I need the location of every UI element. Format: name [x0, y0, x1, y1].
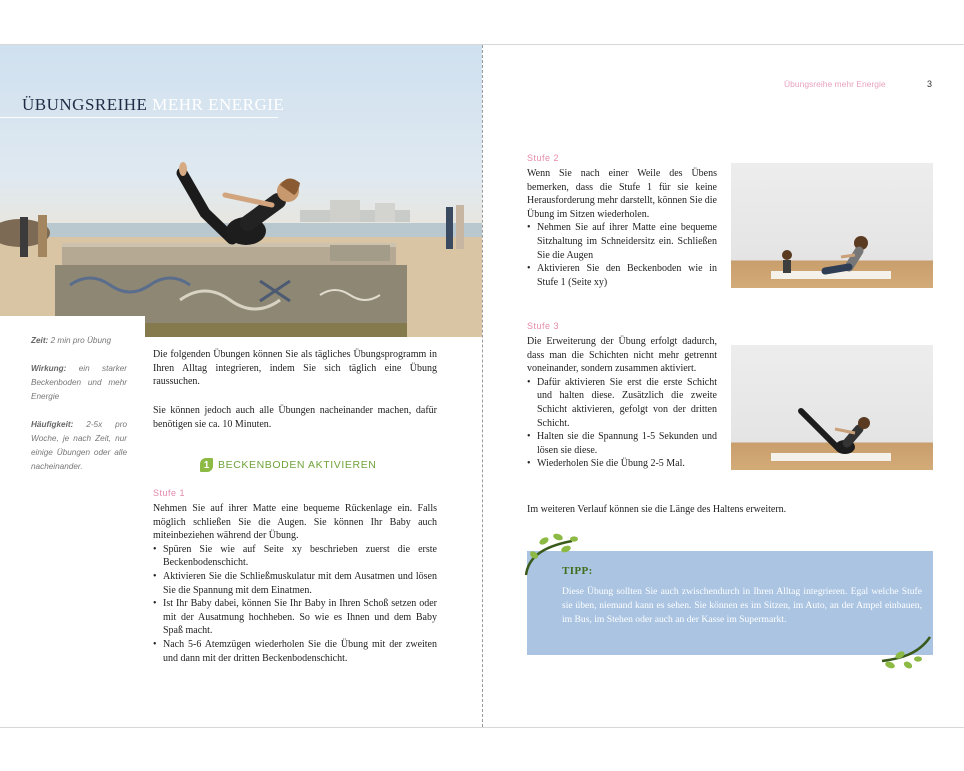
page-gutter: [482, 45, 483, 727]
stage-3-bullet: • Wiederholen Sie die Übung 2-5 Mal.: [527, 457, 717, 471]
series-title-highlight: MEHR ENERGIE: [152, 95, 285, 114]
closing-paragraph: Im weiteren Verlauf können sie die Länge des Haltens erweitern.: [527, 504, 787, 515]
intro-paragraph-1: Die folgenden Übungen können Sie als tägliches Übungsprogramm in Ihren Alltag integrieren, indem Sie sich täglich eine Übung raussuchen.: [153, 349, 437, 388]
vine-decoration-top-icon: [518, 531, 582, 581]
beach-scene-illustration: [0, 45, 482, 337]
photo-seated-with-baby: [731, 163, 933, 288]
stage-2-text: Wenn Sie nach einer Weile des Übens bemerken, dass die Stufe 1 für sie keine Herausforderung mehr darstellt, können Sie die Übung im Sitzen wiederholen.: [527, 168, 717, 220]
title-underline: [0, 117, 278, 118]
time-value: 2 min pro Übung: [50, 336, 112, 345]
stage-1-bullet: • Ist Ihr Baby dabei, können Sie Ihr Baby in Ihren Schoß setzen oder mit der Ausatmung hochheben. So wie es Ihnen und dem Baby Spaß macht.: [153, 597, 437, 638]
time-label: Zeit:: [31, 336, 49, 345]
tip-box: [527, 551, 933, 655]
book-spread: [0, 44, 964, 728]
stage-2-label: Stufe 2: [527, 153, 560, 163]
stage-3-bullet: • Dafür aktivieren Sie erst die erste Schicht und halten diese. Zusätzlich die zweite Schicht aktivieren, gefolgt von der dritten Schicht.: [527, 376, 717, 430]
page-number: 3: [927, 79, 933, 89]
section-heading: [200, 456, 377, 474]
frequency-value: 2-5x pro Woche, je nach Zeit, nur einige Übungen oder alle nacheinander.: [31, 420, 127, 471]
tip-text: Diese Übung sollten Sie auch zwischendurch in Ihren Alltag integrieren. Egal welche Stufe sie üben, niemand kann es sehen. Sie können es im Sitzen, im Auto, an der Ampel einbauen, im Bus, im Stehen oder auch an der Kasse im Supermarkt.: [562, 586, 922, 625]
stage-1-bullets: [153, 543, 437, 665]
frequency-label: Häufigkeit:: [31, 420, 74, 429]
stage-2-bullets: [527, 221, 717, 289]
stage-2-bullet: • Aktivieren Sie den Beckenboden wie in Stufe 1 (Seite xy): [527, 262, 717, 289]
frequency-info: [31, 418, 127, 474]
time-info: [31, 334, 127, 348]
vine-decoration-bottom-icon: [878, 633, 936, 673]
effect-label: Wirkung:: [31, 364, 67, 373]
exercise-info-sidebar: [0, 316, 145, 506]
section-number-badge: 1: [200, 458, 213, 472]
intro-paragraph-2: Sie können jedoch auch alle Übungen nacheinander machen, dafür benötigen sie ca. 10 Minuten.: [153, 405, 437, 430]
stage-1-bullet: • Nach 5-6 Atemzügen wiederholen Sie die Übung mit der zweiten und dann mit der dritten Beckenbodenschicht.: [153, 638, 437, 665]
stage-1-bullet: • Aktivieren Sie die Schließmuskulatur mit dem Ausatmen und lösen Sie die Spannung mit dem Einatmen.: [153, 570, 437, 597]
section-title: BECKENBODEN AKTIVIEREN: [218, 459, 377, 471]
tip-label: TIPP:: [562, 565, 593, 577]
effect-value: ein starker Beckenboden und mehr Energie: [31, 364, 127, 401]
stage-2-bullet: • Nehmen Sie auf ihrer Matte eine bequeme Sitzhaltung im Schneidersitz ein. Schließen Sie die Augen: [527, 221, 717, 262]
stage-1-label: Stufe 1: [153, 488, 186, 498]
stage-1-bullet: • Spüren Sie wie auf Seite xy beschrieben zuerst die erste Beckenbodenschicht.: [153, 543, 437, 570]
stage-2-block: [527, 167, 717, 289]
seated-pose-illustration: [731, 163, 933, 288]
stage-1-block: [153, 502, 437, 665]
stage-3-bullet: • Halten sie die Spannung 1-5 Sekunden und lösen sie diese.: [527, 430, 717, 457]
series-title: [22, 95, 284, 115]
boat-pose-illustration: [731, 345, 933, 470]
stage-3-label: Stufe 3: [527, 321, 560, 331]
running-head: Übungsreihe mehr Energie: [784, 79, 886, 89]
stage-3-text: Die Erweiterung der Übung erfolgt dadurch, dass man die Schichten nicht mehr getrennt voneinander, sondern zusammen aktiviert.: [527, 336, 717, 375]
stage-1-text: Nehmen Sie auf ihrer Matte eine bequeme Rückenlage ein. Falls möglich schließen Sie die Augen. Sie können Ihr Baby auch miteinbeziehen während der Übung.: [153, 503, 437, 542]
stage-3-block: [527, 335, 717, 471]
effect-info: [31, 362, 127, 404]
stage-3-bullets: [527, 376, 717, 471]
series-title-dark: ÜBUNGSREIHE: [22, 95, 148, 114]
photo-boat-pose-mat: [731, 345, 933, 470]
hero-photo-beach-boat-pose: [0, 45, 482, 337]
